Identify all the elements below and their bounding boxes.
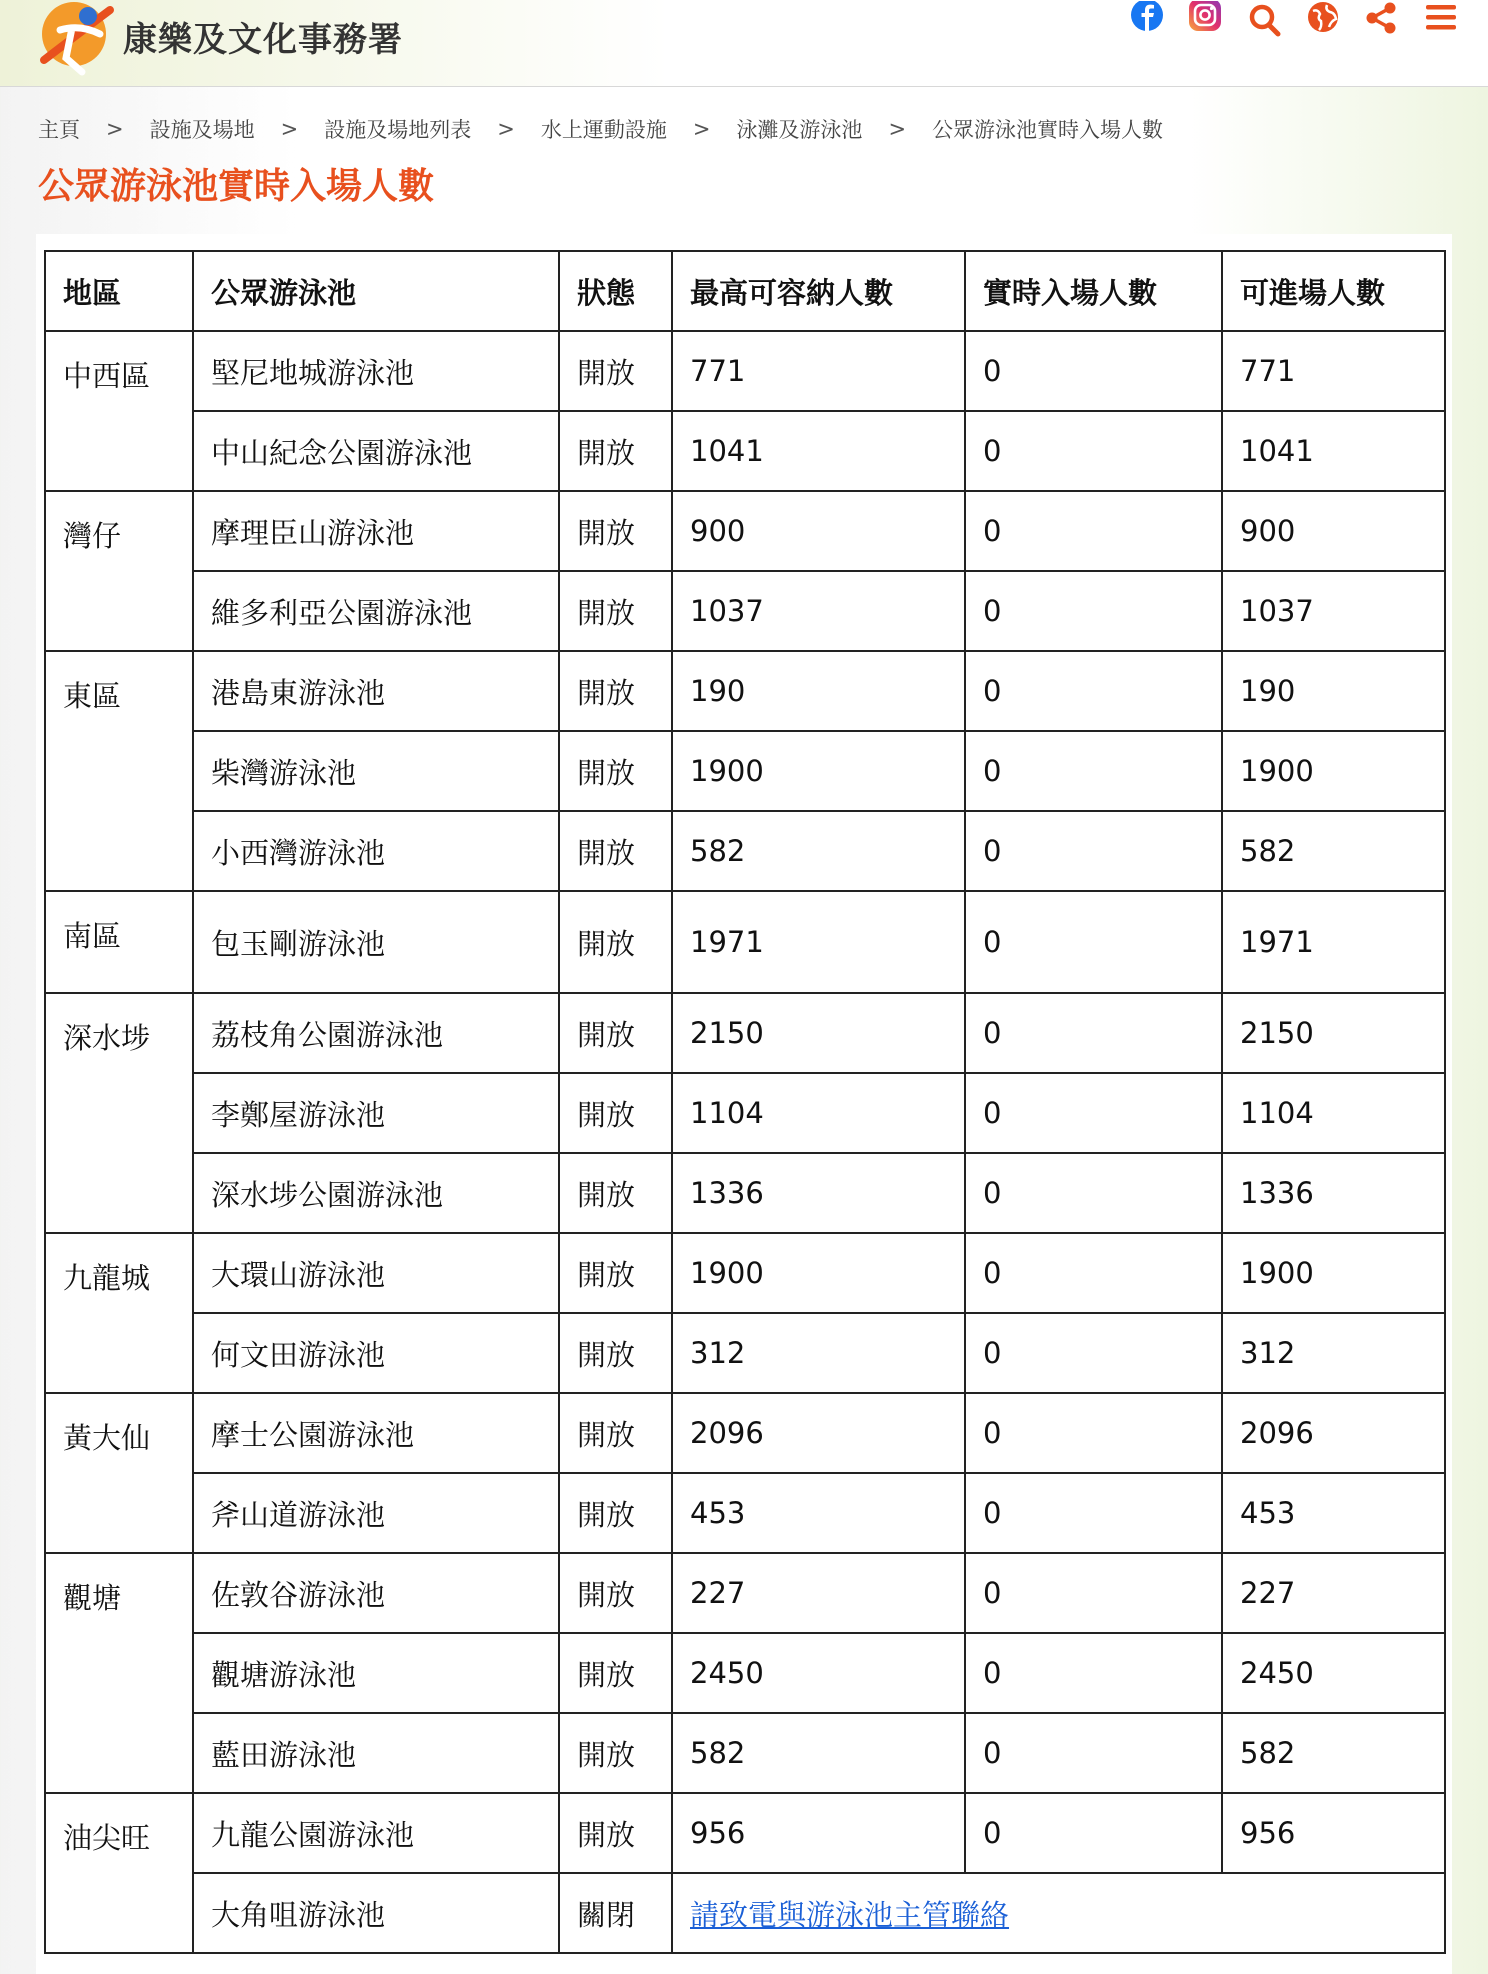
available-cell: 956: [1222, 1793, 1445, 1873]
max-capacity-cell: 1104: [672, 1073, 965, 1153]
table-row: [45, 651, 1445, 731]
status-cell: 開放: [559, 331, 672, 411]
max-capacity-cell: 1037: [672, 571, 965, 651]
status-cell: 開放: [559, 1233, 672, 1313]
available-cell: 582: [1222, 1713, 1445, 1793]
table-row: [45, 331, 1445, 411]
status-cell: 開放: [559, 1153, 672, 1233]
status-cell: 開放: [559, 651, 672, 731]
available-cell: 1104: [1222, 1073, 1445, 1153]
available-cell: 1900: [1222, 731, 1445, 811]
header-current-attendance: 實時入場人數: [965, 251, 1222, 331]
current-attendance-cell: 0: [965, 331, 1222, 411]
instagram-icon[interactable]: [1186, 0, 1224, 38]
current-attendance-cell: 0: [965, 651, 1222, 731]
available-cell: 1336: [1222, 1153, 1445, 1233]
pool-name-cell: 大環山游泳池: [193, 1233, 559, 1313]
max-capacity-cell: 582: [672, 811, 965, 891]
district-cell: 南區: [45, 891, 193, 993]
available-cell: 227: [1222, 1553, 1445, 1633]
logo-text[interactable]: 康樂及文化事務署: [123, 20, 403, 60]
table-row: [45, 1553, 1445, 1633]
max-capacity-cell: 1336: [672, 1153, 965, 1233]
max-capacity-cell: 453: [672, 1473, 965, 1553]
district-cell: 黃大仙: [45, 1393, 193, 1553]
current-attendance-cell: 0: [965, 1153, 1222, 1233]
current-attendance-cell: 0: [965, 1553, 1222, 1633]
max-capacity-cell: 2096: [672, 1393, 965, 1473]
share-icon[interactable]: [1362, 0, 1400, 38]
pool-name-cell: 堅尼地城游泳池: [193, 331, 559, 411]
current-attendance-cell: 0: [965, 1313, 1222, 1393]
table-row: [45, 1153, 1445, 1233]
pool-name-cell: 摩士公園游泳池: [193, 1393, 559, 1473]
table-row: [45, 1793, 1445, 1873]
district-cell: 油尖旺: [45, 1793, 193, 1953]
pool-name-cell: 觀塘游泳池: [193, 1633, 559, 1713]
max-capacity-cell: 1900: [672, 1233, 965, 1313]
max-capacity-cell: 900: [672, 491, 965, 571]
breadcrumb-item[interactable]: 設施及場地: [149, 118, 255, 142]
district-cell: 中西區: [45, 331, 193, 491]
max-capacity-cell: 956: [672, 1793, 965, 1873]
current-attendance-cell: 0: [965, 1473, 1222, 1553]
breadcrumb-item[interactable]: 泳灘及游泳池: [736, 118, 863, 142]
pool-name-cell: 摩理臣山游泳池: [193, 491, 559, 571]
max-capacity-cell: 1971: [672, 891, 965, 993]
status-cell: 開放: [559, 1793, 672, 1873]
status-cell: 關閉: [559, 1873, 672, 1953]
table-row: [45, 993, 1445, 1073]
available-cell: 771: [1222, 331, 1445, 411]
breadcrumb-item[interactable]: 主頁: [38, 118, 80, 142]
max-capacity-cell: 227: [672, 1553, 965, 1633]
table-row: [45, 1633, 1445, 1713]
status-cell: 開放: [559, 411, 672, 491]
table-row: [45, 731, 1445, 811]
available-cell: 1041: [1222, 411, 1445, 491]
table-row: [45, 1873, 1445, 1953]
status-cell: 開放: [559, 571, 672, 651]
max-capacity-cell: 582: [672, 1713, 965, 1793]
pool-name-cell: 維多利亞公園游泳池: [193, 571, 559, 651]
breadcrumb-separator: >: [280, 117, 299, 141]
status-cell: 開放: [559, 731, 672, 811]
header-pool: 公眾游泳池: [193, 251, 559, 331]
pool-name-cell: 大角咀游泳池: [193, 1873, 559, 1953]
pool-name-cell: 九龍公園游泳池: [193, 1793, 559, 1873]
table-row: [45, 1473, 1445, 1553]
district-cell: 東區: [45, 651, 193, 891]
current-attendance-cell: 0: [965, 1393, 1222, 1473]
site-header: [0, 0, 1488, 87]
status-cell: 開放: [559, 1073, 672, 1153]
breadcrumb: [38, 114, 1163, 144]
available-cell: 2096: [1222, 1393, 1445, 1473]
contact-manager-link[interactable]: 請致電與游泳池主管聯絡: [690, 1897, 1010, 1932]
current-attendance-cell: 0: [965, 491, 1222, 571]
search-icon[interactable]: [1246, 0, 1284, 38]
header-district: 地區: [45, 251, 193, 331]
available-cell: 190: [1222, 651, 1445, 731]
breadcrumb-separator: >: [692, 117, 711, 141]
available-cell: 2450: [1222, 1633, 1445, 1713]
pool-name-cell: 斧山道游泳池: [193, 1473, 559, 1553]
pool-attendance-table: [44, 250, 1446, 1954]
max-capacity-cell: 312: [672, 1313, 965, 1393]
district-cell: 九龍城: [45, 1233, 193, 1393]
facebook-icon[interactable]: [1128, 0, 1166, 38]
table-row: [45, 1233, 1445, 1313]
district-cell: 觀塘: [45, 1553, 193, 1793]
table-header-row: [45, 251, 1445, 331]
pool-name-cell: 藍田游泳池: [193, 1713, 559, 1793]
header-status: 狀態: [559, 251, 672, 331]
table-row: [45, 1713, 1445, 1793]
breadcrumb-separator: >: [106, 117, 124, 141]
page-title: 公眾游泳池實時入場人數: [38, 166, 435, 207]
max-capacity-cell: 771: [672, 331, 965, 411]
pool-name-cell: 中山紀念公園游泳池: [193, 411, 559, 491]
district-cell: 深水埗: [45, 993, 193, 1233]
pool-name-cell: 柴灣游泳池: [193, 731, 559, 811]
pool-name-cell: 包玉剛游泳池: [193, 891, 559, 993]
menu-icon[interactable]: [1422, 0, 1460, 38]
table-row: [45, 1073, 1445, 1153]
breadcrumb-separator: >: [888, 117, 907, 141]
breadcrumb-item[interactable]: 公眾游泳池實時入場人數: [932, 118, 1164, 142]
status-cell: 開放: [559, 993, 672, 1073]
current-attendance-cell: 0: [965, 571, 1222, 651]
lcsd-logo-icon[interactable]: [30, 0, 116, 80]
globe-icon[interactable]: [1304, 0, 1342, 38]
available-cell: 312: [1222, 1313, 1445, 1393]
pool-name-cell: 佐敦谷游泳池: [193, 1553, 559, 1633]
status-cell: 開放: [559, 1393, 672, 1473]
table-row: [45, 811, 1445, 891]
current-attendance-cell: 0: [965, 1713, 1222, 1793]
table-body: [45, 331, 1445, 1953]
pool-name-cell: 深水埗公園游泳池: [193, 1153, 559, 1233]
max-capacity-cell: 2450: [672, 1633, 965, 1713]
current-attendance-cell: 0: [965, 1633, 1222, 1713]
pool-name-cell: 李鄭屋游泳池: [193, 1073, 559, 1153]
available-cell: 582: [1222, 811, 1445, 891]
table-row: [45, 411, 1445, 491]
table-row: [45, 891, 1445, 993]
contact-cell: [672, 1873, 1445, 1953]
pool-name-cell: 小西灣游泳池: [193, 811, 559, 891]
current-attendance-cell: 0: [965, 1073, 1222, 1153]
status-cell: 開放: [559, 891, 672, 993]
status-cell: 開放: [559, 1313, 672, 1393]
header-available: 可進場人數: [1222, 251, 1445, 331]
status-cell: 開放: [559, 1633, 672, 1713]
breadcrumb-separator: >: [497, 117, 515, 141]
breadcrumb-item[interactable]: 設施及場地列表: [324, 118, 472, 142]
header-max-capacity: 最高可容納人數: [672, 251, 965, 331]
status-cell: 開放: [559, 1553, 672, 1633]
current-attendance-cell: 0: [965, 811, 1222, 891]
status-cell: 開放: [559, 1713, 672, 1793]
current-attendance-cell: 0: [965, 1793, 1222, 1873]
current-attendance-cell: 0: [965, 1233, 1222, 1313]
available-cell: 1900: [1222, 1233, 1445, 1313]
available-cell: 1037: [1222, 571, 1445, 651]
breadcrumb-item[interactable]: 水上運動設施: [540, 118, 667, 142]
available-cell: 453: [1222, 1473, 1445, 1553]
table-container: [36, 234, 1452, 1974]
current-attendance-cell: 0: [965, 411, 1222, 491]
max-capacity-cell: 2150: [672, 993, 965, 1073]
available-cell: 900: [1222, 491, 1445, 571]
table-row: [45, 1313, 1445, 1393]
max-capacity-cell: 1900: [672, 731, 965, 811]
district-cell: 灣仔: [45, 491, 193, 651]
status-cell: 開放: [559, 491, 672, 571]
max-capacity-cell: 1041: [672, 411, 965, 491]
max-capacity-cell: 190: [672, 651, 965, 731]
current-attendance-cell: 0: [965, 993, 1222, 1073]
status-cell: 開放: [559, 1473, 672, 1553]
table-row: [45, 571, 1445, 651]
available-cell: 1971: [1222, 891, 1445, 993]
available-cell: 2150: [1222, 993, 1445, 1073]
pool-name-cell: 荔枝角公園游泳池: [193, 993, 559, 1073]
current-attendance-cell: 0: [965, 891, 1222, 993]
table-row: [45, 1393, 1445, 1473]
table-row: [45, 491, 1445, 571]
current-attendance-cell: 0: [965, 731, 1222, 811]
pool-name-cell: 何文田游泳池: [193, 1313, 559, 1393]
pool-name-cell: 港島東游泳池: [193, 651, 559, 731]
status-cell: 開放: [559, 811, 672, 891]
